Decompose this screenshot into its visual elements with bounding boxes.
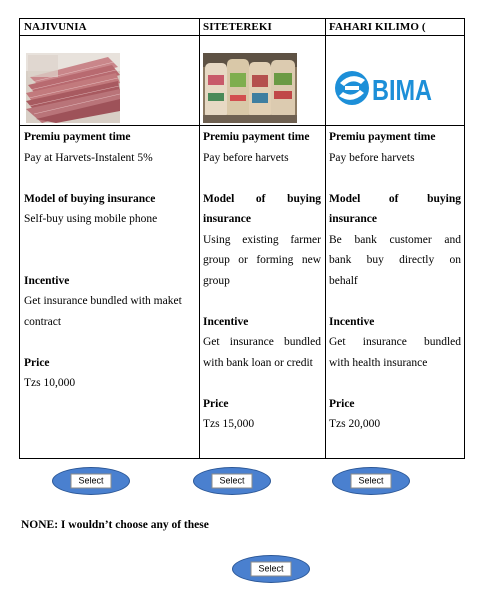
none-option-text: NONE: I wouldn’t choose any of these: [21, 519, 209, 531]
option-2-select-button[interactable]: [193, 467, 271, 495]
select-button-label: Select: [211, 474, 252, 489]
option-2-model-title-word: buying: [287, 192, 321, 205]
option-3-model-title-word: buying: [427, 192, 461, 205]
option-2-incentive-title: Incentive: [203, 315, 249, 328]
option-2-incentive-line2: with bank loan or credit: [203, 356, 313, 369]
option-3-select-button[interactable]: [332, 467, 410, 495]
select-button-label: Select: [250, 562, 291, 577]
column-divider: [199, 19, 200, 458]
option-1-incentive-line1: Get insurance bundled with maket: [24, 295, 182, 307]
option-2-model-title-word: of: [255, 192, 266, 205]
none-select-button[interactable]: [232, 555, 310, 583]
option-1-premium-text: Pay at Harvets-Instalent 5%: [24, 151, 153, 164]
option-3-premium-title: Premiu payment time: [329, 131, 436, 143]
column-divider: [325, 19, 326, 458]
select-button-label: Select: [70, 474, 111, 489]
option-2-details: [203, 127, 321, 435]
logo-text: BIMA: [372, 75, 433, 107]
option-3-model-title-word: of: [388, 192, 399, 205]
option-1-incentive-title: Incentive: [24, 274, 70, 287]
option-2-model-title-word: insurance: [203, 213, 251, 225]
option-2-price-text: Tzs 15,000: [203, 418, 255, 430]
select-button-label: Select: [350, 474, 391, 489]
option-3-model-line2: bank buy directly on: [329, 254, 461, 266]
option-2-premium-text: Pay before harvets: [203, 151, 289, 164]
option-3-model-line3: behalf: [329, 274, 358, 287]
option-1-price-title: Price: [24, 356, 50, 369]
option-3-model-line1: Be bank customer and: [329, 233, 461, 246]
option-2-model-line1: Using existing farmer: [203, 233, 321, 246]
option-1-image: [26, 53, 120, 123]
option-1-details: [24, 127, 196, 394]
option-2-model-line3: group: [203, 274, 230, 287]
option-1-select-button[interactable]: [52, 467, 130, 495]
option-1-model-text: Self-buy using mobile phone: [24, 213, 158, 225]
option-1-model-title: Model of buying insurance: [24, 192, 156, 205]
option-1-price-text: Tzs 10,000: [24, 377, 76, 389]
option-3-model-title-line: [329, 189, 461, 210]
option-3-model-title-word: Model: [329, 192, 361, 205]
banknotes-image: [26, 53, 120, 123]
option-3-price-title: Price: [329, 397, 355, 410]
option-1-header: NAJIVUNIA: [24, 21, 87, 33]
option-2-header: SITETEREKI: [203, 21, 272, 33]
choice-table: [19, 18, 465, 459]
option-2-incentive-line1: Get insurance bundled: [203, 336, 321, 348]
option-2-premium-title: Premiu payment time: [203, 131, 310, 143]
option-1-incentive-line2: contract: [24, 315, 62, 328]
header-divider: [20, 35, 464, 36]
option-3-model-title-word: insurance: [329, 213, 377, 225]
bima-logo: [332, 53, 434, 123]
option-2-price-title: Price: [203, 397, 229, 410]
option-3-incentive-line1: Get insurance bundled: [329, 336, 461, 348]
image-divider: [20, 125, 464, 126]
option-3-incentive-title: Incentive: [329, 315, 375, 328]
option-3-premium-text: Pay before harvets: [329, 151, 415, 164]
option-2-model-title-word: Model: [203, 192, 235, 205]
option-3-details: [329, 127, 461, 435]
option-3-price-text: Tzs 20,000: [329, 418, 381, 430]
option-3-image: [332, 53, 434, 123]
grain-sacks-image: [203, 53, 297, 123]
option-3-header: FAHARI KILIMO (: [329, 21, 426, 33]
option-3-incentive-line2: with health insurance: [329, 356, 428, 369]
option-2-image: [203, 53, 297, 123]
option-2-model-title-line: [203, 189, 321, 210]
option-2-model-line2: group or forming new: [203, 254, 321, 266]
option-1-premium-title: Premiu payment time: [24, 131, 131, 143]
